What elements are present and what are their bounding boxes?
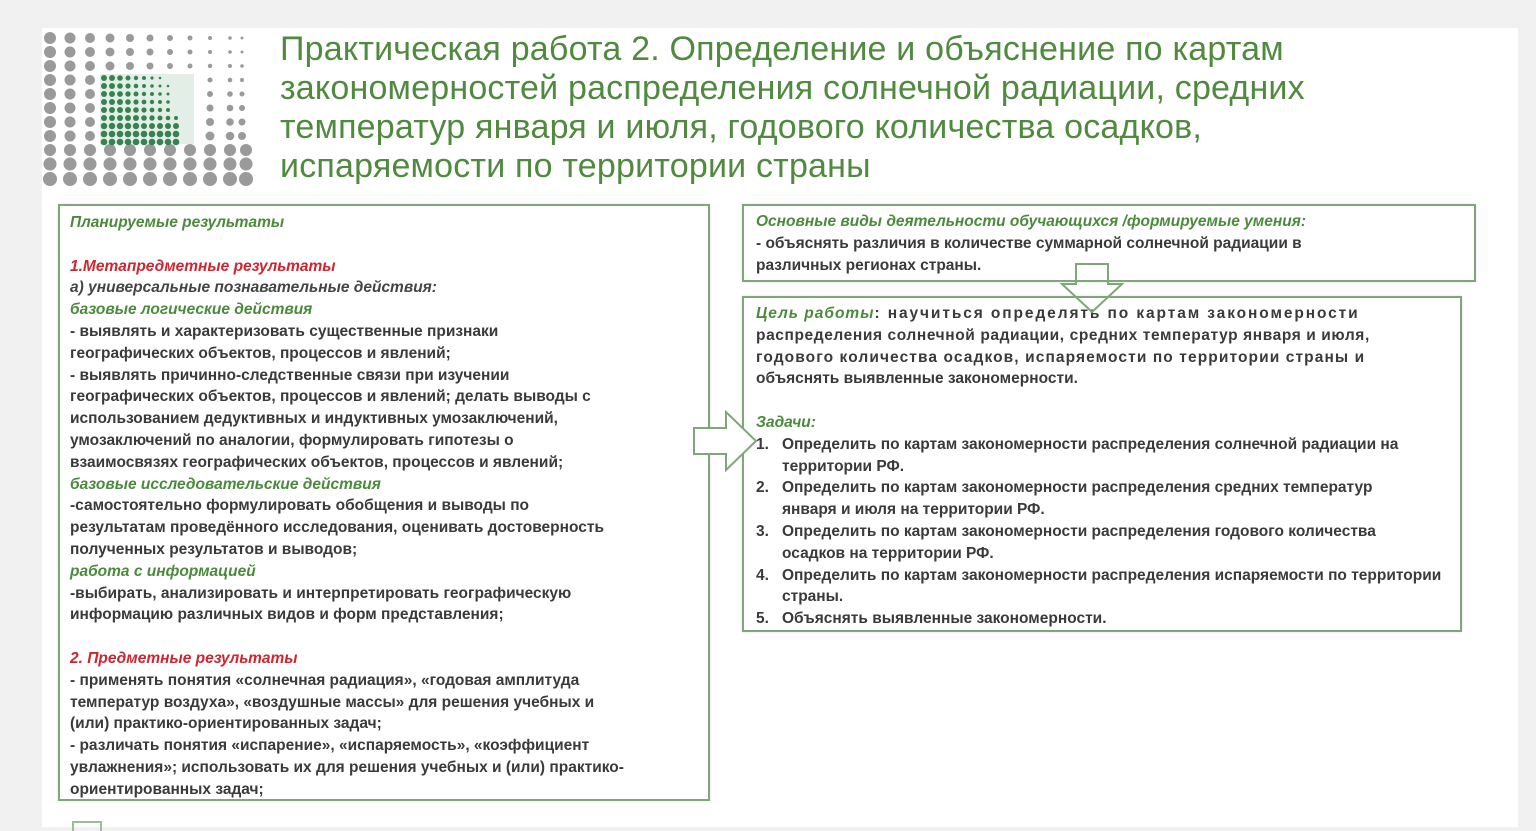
logic-line: умозаключений по аналогии, формулировать гипотезы о: [70, 431, 514, 449]
info-heading: работа с информацией: [70, 562, 256, 580]
goal-label: Цель работы: [756, 305, 875, 322]
planned-results-heading: Планируемые результаты: [70, 214, 285, 231]
task-text: Объяснять выявленные закономерности.: [782, 610, 1107, 628]
subject-line: - различать понятия «испарение», «испаряемость», «коэффициент: [70, 737, 590, 755]
task-number: 5.: [756, 610, 769, 628]
title-line: температур января и июля, годового количества осадков,: [280, 108, 1203, 146]
goal-tasks-box: [742, 296, 1462, 632]
logic-line: - выявлять и характеризовать существенные признаки: [70, 322, 499, 340]
task-item: [756, 608, 1448, 630]
task-number: 2.: [756, 479, 769, 497]
subject-results-heading: 2. Предметные результаты: [70, 649, 298, 667]
task-text: Определить по картам закономерности распределения солнечной радиации на территории РФ.: [782, 435, 1399, 475]
task-number: 1.: [756, 435, 769, 453]
goal-text: : научиться определять по картам закономерности: [874, 305, 1360, 322]
subject-line: увлажнения»; использовать их для решения учебных и (или) практико-: [70, 758, 624, 776]
logic-line: использованием дедуктивных и индуктивных умозаключений,: [70, 410, 558, 428]
page-title: [280, 30, 1460, 186]
task-number: 4.: [756, 566, 769, 584]
goal-line: годового количества осадков, испаряемости по территории страны и: [756, 348, 1366, 366]
task-item: [756, 565, 1448, 609]
tasks-heading: Задачи:: [756, 413, 816, 431]
goal-line: объяснять выявленные закономерности.: [756, 370, 1078, 388]
research-line: -самостоятельно формулировать обобщения и выводы по: [70, 497, 530, 515]
meta-subheading: а) универсальные познавательные действия:: [70, 279, 437, 297]
task-item: [756, 434, 1448, 478]
logic-line: географических объектов, процессов и явлений;: [70, 344, 451, 362]
logic-heading: базовые логические действия: [70, 301, 313, 319]
activities-line: различных регионах страны.: [756, 256, 982, 274]
logic-line: - выявлять причинно-следственные связи при изучении: [70, 366, 510, 384]
logic-line: взаимосвязях географических объектов, процессов и явлений;: [70, 453, 564, 471]
title-line: Практическая работа 2. Определение и объяснение по картам: [280, 30, 1284, 68]
title-line: закономерностей распределения солнечной радиации, средних: [280, 69, 1305, 107]
task-text: Определить по картам закономерности распределения годового количества осадков на территории РФ.: [782, 522, 1376, 562]
subject-line: температур воздуха», «воздушные массы» для решения учебных и: [70, 693, 595, 711]
research-heading: базовые исследовательские действия: [70, 475, 381, 493]
goal-line: распределения солнечной радиации, средних температур января и июля,: [756, 326, 1370, 344]
subject-line: (или) практико-ориентированных задач;: [70, 715, 382, 733]
research-line: результатам проведённого исследования, оценивать достоверность: [70, 519, 605, 537]
activities-line: - объяснять различия в количестве суммарной солнечной радиации в: [756, 234, 1302, 252]
planned-results-box: [58, 204, 710, 801]
title-line: испаряемости по территории страны: [280, 147, 871, 185]
task-item: [756, 521, 1448, 565]
arrow-down-icon: [1060, 262, 1124, 314]
meta-results-heading: 1.Метапредметные результаты: [70, 257, 336, 275]
info-line: информацию различных видов и форм представления;: [70, 606, 504, 624]
research-line: полученных результатов и выводов;: [70, 540, 358, 558]
subject-line: ориентированных задач;: [70, 780, 264, 798]
task-text: Определить по картам закономерности распределения средних температур января и июля на территории РФ.: [782, 479, 1373, 519]
next-shape-edge: [72, 821, 102, 831]
arrow-right-icon: [692, 410, 758, 472]
info-line: -выбирать, анализировать и интерпретировать географическую: [70, 584, 572, 602]
task-text: Определить по картам закономерности распределения испаряемости по территории страны.: [782, 566, 1442, 606]
task-number: 3.: [756, 522, 769, 540]
dot-grid-logo-icon: [42, 30, 254, 190]
subject-line: - применять понятия «солнечная радиация», «годовая амплитуда: [70, 671, 580, 689]
task-item: [756, 477, 1448, 521]
logic-line: географических объектов, процессов и явлений; делать выводы с: [70, 388, 591, 406]
activities-heading: Основные виды деятельности обучающихся /формируемые умения:: [756, 213, 1306, 230]
